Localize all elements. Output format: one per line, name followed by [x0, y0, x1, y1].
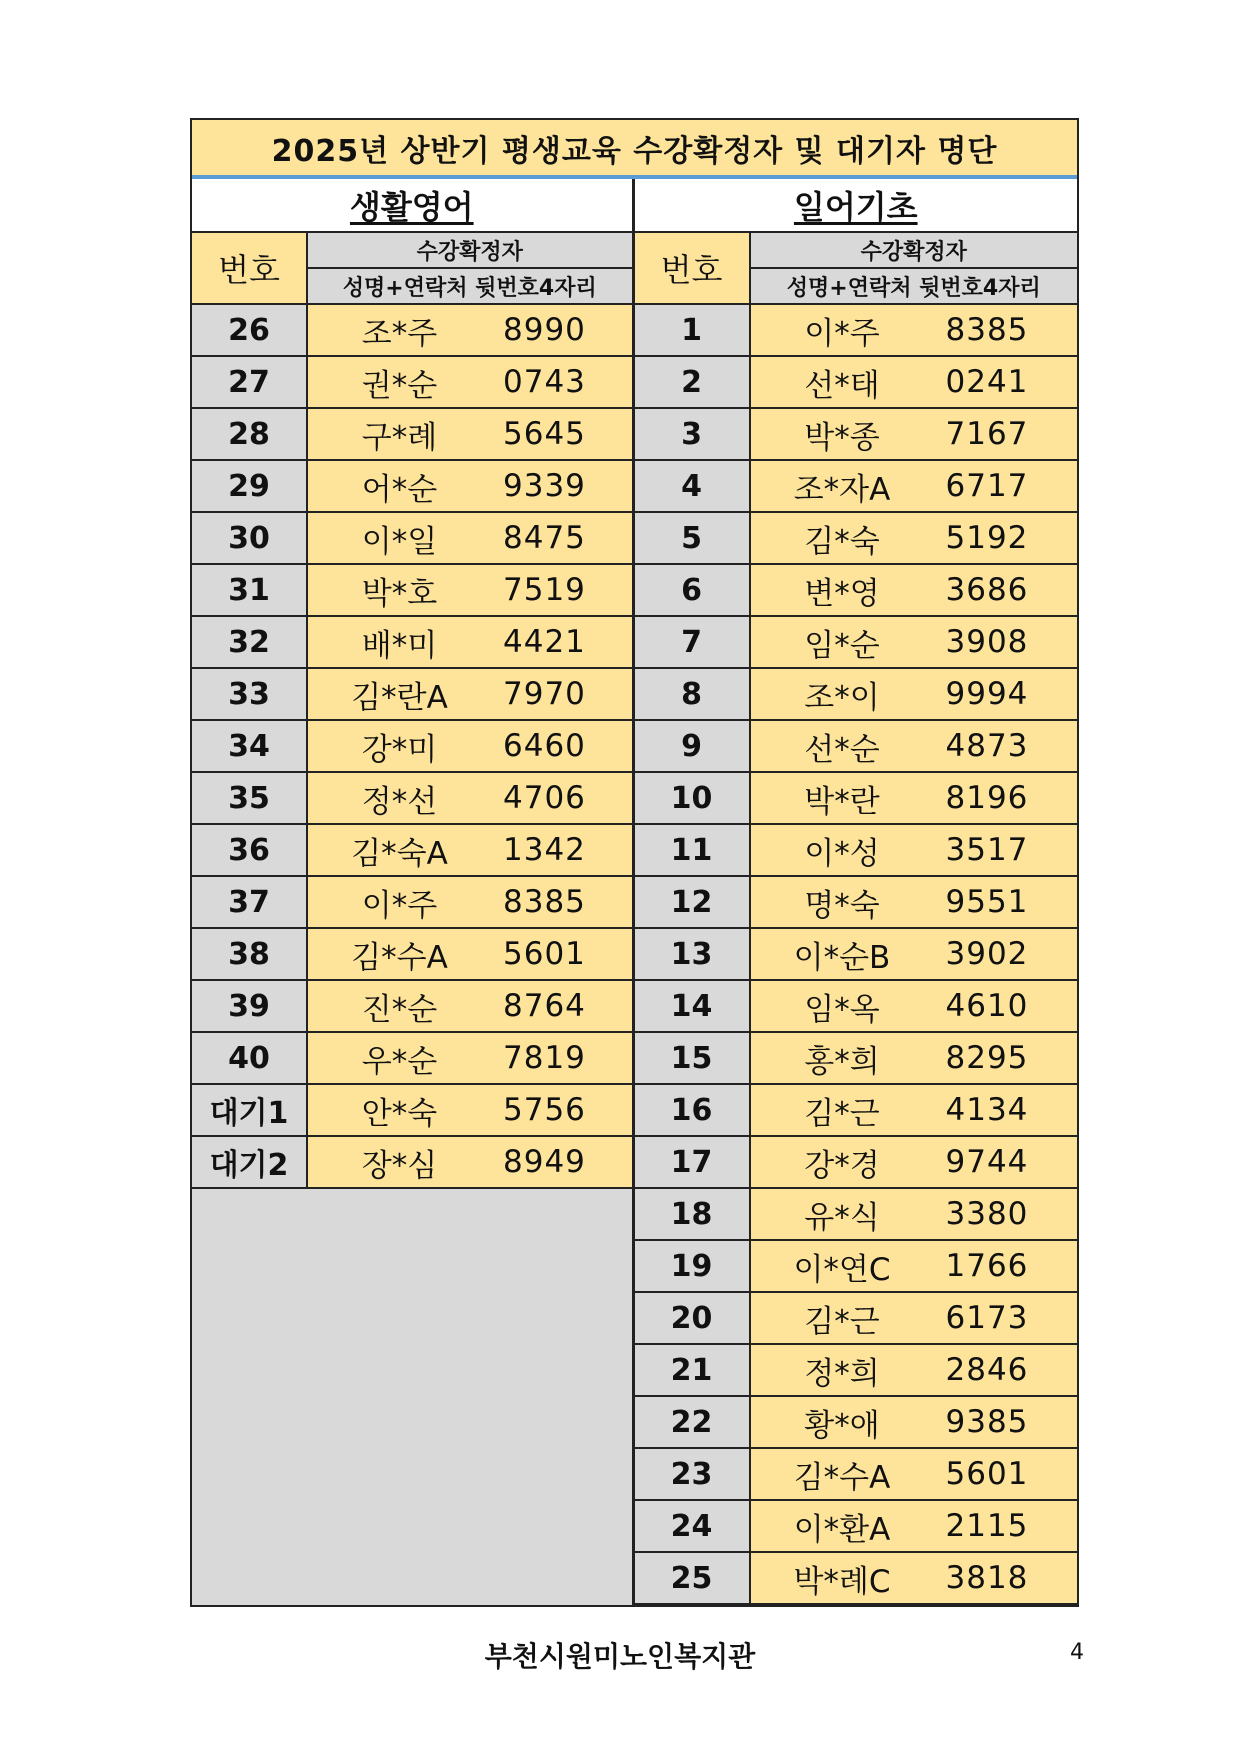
person-cell: [751, 981, 1078, 1031]
row-number: 37: [192, 877, 308, 927]
table-row: [192, 669, 632, 721]
row-number: 22: [635, 1397, 751, 1447]
table-row: [192, 877, 632, 929]
phone-last-digits: 3380: [945, 1196, 1029, 1232]
table-row: [635, 1293, 1078, 1345]
row-number: 34: [192, 721, 308, 771]
table-row: [192, 1033, 632, 1085]
table-row: [192, 1137, 632, 1189]
table-row: [635, 1241, 1078, 1293]
person-name: 정*희: [804, 1355, 880, 1392]
row-number: 4: [635, 461, 751, 511]
person-name: 김*근: [804, 1303, 880, 1340]
person-cell: [751, 1397, 1078, 1447]
table-row: [635, 1189, 1078, 1241]
person-name: 박*란: [804, 783, 880, 820]
table-row: [635, 721, 1078, 773]
table-row: [192, 721, 632, 773]
phone-last-digits: 6460: [503, 728, 586, 764]
table-row: [635, 1397, 1078, 1449]
phone-last-digits: 6717: [945, 468, 1029, 504]
person-name: 유*식: [804, 1199, 880, 1236]
table-row: [192, 565, 632, 617]
person-cell: [751, 1449, 1078, 1499]
row-number: 36: [192, 825, 308, 875]
table-row: [635, 513, 1078, 565]
name-contact-header: 성명+연락처 뒷번호4자리: [751, 269, 1078, 303]
row-number: 25: [635, 1553, 751, 1603]
row-number: 26: [192, 305, 308, 355]
person-cell: [308, 1085, 632, 1135]
row-number: 2: [635, 357, 751, 407]
row-number: 13: [635, 929, 751, 979]
person-name: 이*주: [804, 315, 880, 352]
table-row: [635, 409, 1078, 461]
person-name: 이*연C: [793, 1251, 891, 1288]
person-cell: [308, 721, 632, 771]
table-row: [635, 877, 1078, 929]
person-name: 조*자A: [793, 471, 891, 508]
phone-last-digits: 2846: [945, 1352, 1029, 1388]
phone-last-digits: 8475: [503, 520, 586, 556]
person-cell: [308, 825, 632, 875]
person-name: 어*순: [361, 471, 438, 508]
person-name: 김*숙: [804, 523, 880, 560]
row-number: 대기2: [192, 1137, 308, 1187]
person-name: 김*란A: [351, 679, 448, 716]
table-row: [192, 461, 632, 513]
phone-last-digits: 3517: [945, 832, 1029, 868]
right-column: [635, 179, 1078, 1605]
person-cell: [751, 1293, 1078, 1343]
table-row: [635, 565, 1078, 617]
phone-last-digits: 4706: [503, 780, 586, 816]
person-cell: [751, 565, 1078, 615]
table-row: [192, 773, 632, 825]
person-name: 이*순B: [793, 939, 891, 976]
person-name: 김*근: [804, 1095, 880, 1132]
phone-last-digits: 7819: [503, 1040, 586, 1076]
person-cell: [751, 929, 1078, 979]
row-number: 24: [635, 1501, 751, 1551]
document-title: 2025년 상반기 평생교육 수강확정자 및 대기자 명단: [192, 120, 1077, 179]
person-name: 박*종: [804, 419, 880, 456]
person-cell: [751, 721, 1078, 771]
person-name: 김*수A: [351, 939, 448, 976]
person-cell: [308, 305, 632, 355]
row-number: 5: [635, 513, 751, 563]
person-name: 정*선: [361, 783, 438, 820]
empty-area: [192, 1189, 632, 1605]
roster-table: [190, 118, 1079, 1607]
person-cell: [751, 409, 1078, 459]
row-number: 7: [635, 617, 751, 667]
phone-last-digits: 3902: [945, 936, 1029, 972]
phone-last-digits: 9994: [945, 676, 1029, 712]
person-cell: [308, 617, 632, 667]
table-row: [635, 1033, 1078, 1085]
phone-last-digits: 7970: [503, 676, 586, 712]
person-cell: [751, 1553, 1078, 1603]
person-cell: [751, 617, 1078, 667]
person-name: 조*이: [804, 679, 880, 716]
row-number: 9: [635, 721, 751, 771]
row-number: 20: [635, 1293, 751, 1343]
row-number: 18: [635, 1189, 751, 1239]
table-row: [635, 1449, 1078, 1501]
row-number: 28: [192, 409, 308, 459]
row-number: 대기1: [192, 1085, 308, 1135]
person-cell: [751, 669, 1078, 719]
person-cell: [308, 1137, 632, 1187]
person-name: 이*주: [361, 887, 438, 924]
person-cell: [751, 773, 1078, 823]
person-cell: [751, 1345, 1078, 1395]
phone-last-digits: 6173: [945, 1300, 1029, 1336]
table-row: [635, 1137, 1078, 1189]
person-name: 김*수A: [793, 1459, 891, 1496]
phone-last-digits: 2115: [945, 1508, 1029, 1544]
person-cell: [308, 929, 632, 979]
phone-last-digits: 9385: [945, 1404, 1029, 1440]
row-number: 1: [635, 305, 751, 355]
row-number: 29: [192, 461, 308, 511]
person-cell: [751, 461, 1078, 511]
person-name: 변*영: [804, 575, 880, 612]
row-number: 31: [192, 565, 308, 615]
person-cell: [751, 513, 1078, 563]
phone-last-digits: 9339: [503, 468, 586, 504]
person-cell: [751, 357, 1078, 407]
row-number: 14: [635, 981, 751, 1031]
row-number: 8: [635, 669, 751, 719]
row-number: 30: [192, 513, 308, 563]
person-cell: [751, 1241, 1078, 1291]
person-cell: [308, 877, 632, 927]
left-rows: [192, 305, 632, 1189]
person-name: 진*순: [361, 991, 438, 1028]
row-number: 27: [192, 357, 308, 407]
person-cell: [751, 1189, 1078, 1239]
table-row: [635, 981, 1078, 1033]
row-number: 39: [192, 981, 308, 1031]
phone-last-digits: 1342: [503, 832, 586, 868]
table-row: [192, 617, 632, 669]
phone-last-digits: 8196: [945, 780, 1029, 816]
person-name: 우*순: [361, 1043, 438, 1080]
phone-last-digits: 5601: [503, 936, 586, 972]
phone-last-digits: 7167: [945, 416, 1029, 452]
row-number: 12: [635, 877, 751, 927]
row-number: 15: [635, 1033, 751, 1083]
table-row: [635, 773, 1078, 825]
row-number: 35: [192, 773, 308, 823]
person-cell: [308, 1033, 632, 1083]
table-row: [635, 357, 1078, 409]
row-number: 11: [635, 825, 751, 875]
table-row: [192, 513, 632, 565]
person-name: 명*숙: [804, 887, 880, 924]
person-name: 이*일: [361, 523, 438, 560]
person-name: 황*애: [804, 1407, 880, 1444]
phone-last-digits: 5756: [503, 1092, 586, 1128]
person-name: 강*경: [804, 1147, 880, 1184]
phone-last-digits: 4610: [945, 988, 1029, 1024]
person-name: 임*옥: [804, 991, 880, 1028]
confirmed-header: 수강확정자: [751, 233, 1078, 269]
row-number: 32: [192, 617, 308, 667]
phone-last-digits: 9551: [945, 884, 1029, 920]
person-cell: [751, 825, 1078, 875]
course-title-right: 일어기초: [635, 179, 1078, 233]
person-name: 김*숙A: [351, 835, 448, 872]
person-name: 이*성: [804, 835, 880, 872]
phone-last-digits: 4421: [503, 624, 586, 660]
phone-last-digits: 5601: [945, 1456, 1029, 1492]
table-row: [635, 669, 1078, 721]
row-number: 40: [192, 1033, 308, 1083]
table-row: [635, 1553, 1078, 1605]
person-cell: [308, 565, 632, 615]
table-row: [192, 1085, 632, 1137]
person-cell: [751, 1085, 1078, 1135]
person-cell: [308, 669, 632, 719]
person-name: 홍*희: [804, 1043, 880, 1080]
person-cell: [308, 461, 632, 511]
table-row: [635, 617, 1078, 669]
phone-last-digits: 0743: [503, 364, 586, 400]
table-row: [635, 1085, 1078, 1137]
phone-last-digits: 5192: [945, 520, 1029, 556]
table-row: [635, 929, 1078, 981]
confirmed-header: 수강확정자: [308, 233, 632, 269]
table-row: [192, 981, 632, 1033]
phone-last-digits: 8990: [503, 312, 586, 348]
table-header-left: [192, 233, 632, 305]
table-row: [635, 461, 1078, 513]
table-row: [635, 1345, 1078, 1397]
row-number: 16: [635, 1085, 751, 1135]
phone-last-digits: 9744: [945, 1144, 1029, 1180]
phone-last-digits: 8764: [503, 988, 586, 1024]
person-name: 임*순: [804, 627, 880, 664]
person-cell: [751, 1033, 1078, 1083]
table-row: [635, 1501, 1078, 1553]
phone-last-digits: 3908: [945, 624, 1029, 660]
name-contact-header: 성명+연락처 뒷번호4자리: [308, 269, 632, 303]
person-cell: [308, 409, 632, 459]
row-number: 17: [635, 1137, 751, 1187]
table-header-right: [635, 233, 1078, 305]
person-cell: [751, 1137, 1078, 1187]
course-title-left: 생활영어: [192, 179, 632, 233]
person-cell: [308, 513, 632, 563]
person-name: 선*순: [804, 731, 880, 768]
person-name: 안*숙: [361, 1095, 438, 1132]
table-row: [192, 409, 632, 461]
row-number: 38: [192, 929, 308, 979]
person-cell: [308, 773, 632, 823]
person-name: 선*태: [804, 367, 880, 404]
left-column: [192, 179, 635, 1605]
table-row: [192, 305, 632, 357]
phone-last-digits: 7519: [503, 572, 586, 608]
person-name: 박*례C: [793, 1563, 891, 1600]
table-row: [192, 929, 632, 981]
row-number: 3: [635, 409, 751, 459]
table-row: [192, 357, 632, 409]
phone-last-digits: 1766: [945, 1248, 1029, 1284]
row-number: 23: [635, 1449, 751, 1499]
page-number: 4: [1070, 1640, 1084, 1665]
phone-last-digits: 8385: [503, 884, 586, 920]
phone-last-digits: 5645: [503, 416, 586, 452]
person-cell: [308, 357, 632, 407]
phone-last-digits: 8295: [945, 1040, 1029, 1076]
person-name: 배*미: [361, 627, 438, 664]
phone-last-digits: 0241: [945, 364, 1029, 400]
phone-last-digits: 4873: [945, 728, 1029, 764]
number-header: 번호: [192, 233, 308, 303]
person-cell: [751, 877, 1078, 927]
person-name: 박*호: [361, 575, 438, 612]
person-name: 구*례: [361, 419, 438, 456]
table-row: [635, 305, 1078, 357]
phone-last-digits: 4134: [945, 1092, 1029, 1128]
right-rows: [635, 305, 1078, 1605]
table-row: [635, 825, 1078, 877]
phone-last-digits: 8949: [503, 1144, 586, 1180]
row-number: 19: [635, 1241, 751, 1291]
person-cell: [308, 981, 632, 1031]
person-name: 강*미: [361, 731, 438, 768]
phone-last-digits: 3686: [945, 572, 1029, 608]
person-name: 조*주: [361, 315, 438, 352]
phone-last-digits: 3818: [945, 1560, 1029, 1596]
phone-last-digits: 8385: [945, 312, 1029, 348]
table-row: [192, 825, 632, 877]
row-number: 6: [635, 565, 751, 615]
row-number: 10: [635, 773, 751, 823]
person-cell: [751, 1501, 1078, 1551]
row-number: 33: [192, 669, 308, 719]
person-name: 권*순: [361, 367, 438, 404]
row-number: 21: [635, 1345, 751, 1395]
number-header: 번호: [635, 233, 751, 303]
person-cell: [751, 305, 1078, 355]
person-name: 이*환A: [793, 1511, 891, 1548]
footer-organization: 부천시원미노인복지관: [484, 1640, 756, 1673]
person-name: 장*심: [361, 1147, 438, 1184]
